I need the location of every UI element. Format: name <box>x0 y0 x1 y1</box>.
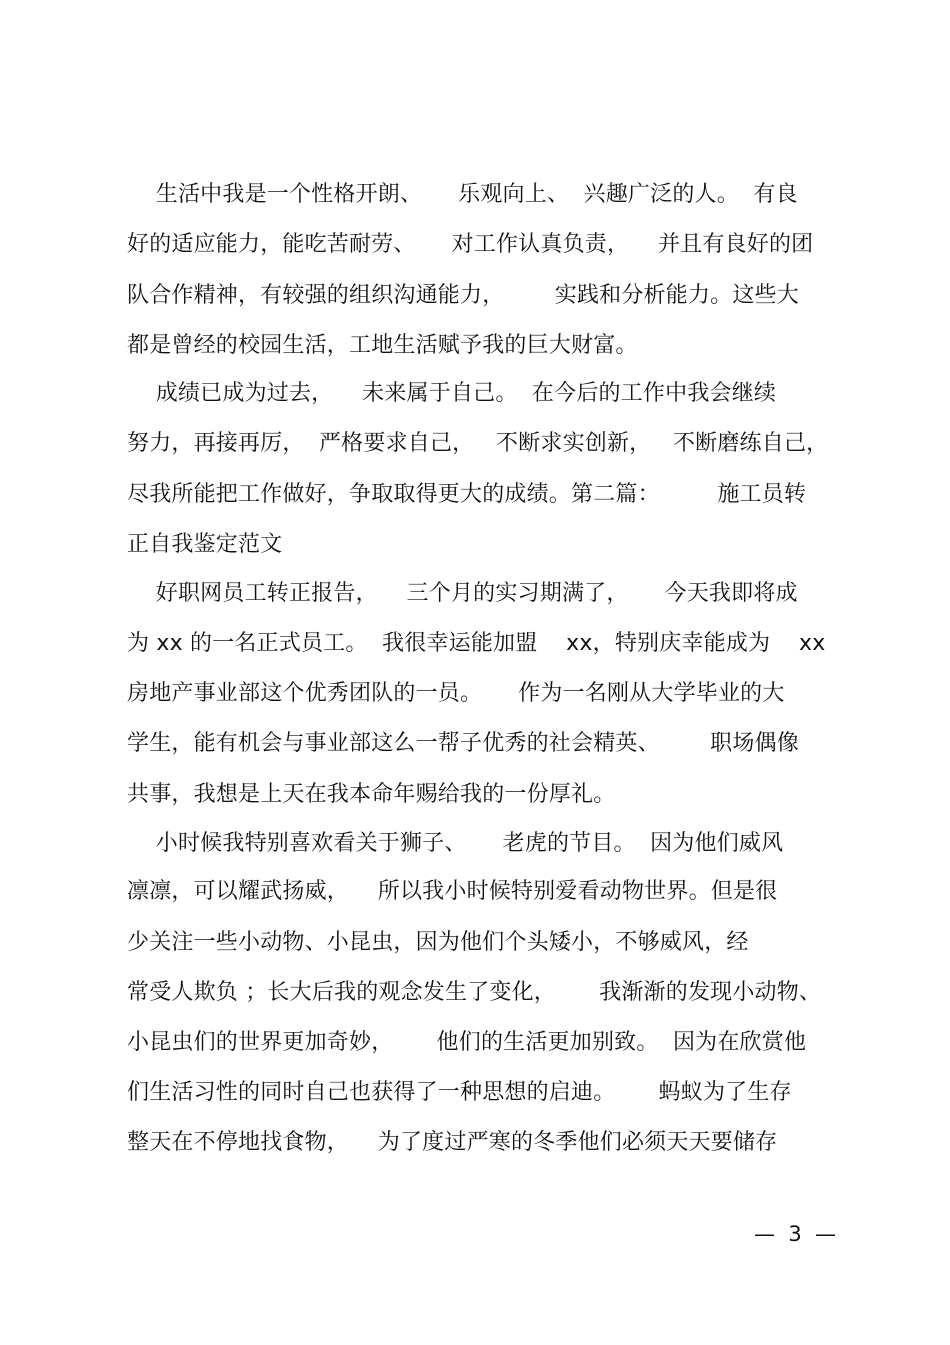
text-line: 为 xx 的一名正式员工。 我很幸运能加盟 xx，特别庆幸能成为 xx <box>127 631 826 656</box>
text-line: 们生活习性的同时自己也获得了一种思想的启迪。 蚂蚁为了生存 <box>127 1080 792 1105</box>
text-line: 整天在不停地找食物， 为了度过严寒的冬季他们必须天天要储存 <box>127 1130 778 1155</box>
text-line: 生活中我是一个性格开朗、 乐观向上、 兴趣广泛的人。 有良 <box>127 182 798 207</box>
text-line: 尽我所能把工作做好，争取取得更大的成绩。第二篇： 施工员转 <box>127 482 807 507</box>
text-line: 好的适应能力，能吃苦耐劳、 对工作认真负责， 并且有良好的团 <box>127 232 814 257</box>
text-line: 努力，再接再厉， 严格要求自己， 不断求实创新， 不断磨练自己， <box>127 431 829 456</box>
text-line: 成绩已成为过去， 未来属于自己。 在今后的工作中我会继续 <box>127 381 777 406</box>
text-line: 队合作精神，有较强的组织沟通能力， 实践和分析能力。这些大 <box>127 283 799 308</box>
text-line: 共事，我想是上天在我本命年赐给我的一份厚礼。 <box>127 782 616 807</box>
text-line: 好职网员工转正报告， 三个月的实习期满了， 今天我即将成 <box>127 581 798 606</box>
text-line: 房地产事业部这个优秀团队的一员。 作为一名刚从大学毕业的大 <box>127 681 785 706</box>
text-line: 常受人欺负 ；长大后我的观念发生了变化， 我渐渐的发现小动物、 <box>127 980 822 1005</box>
text-line: 正自我鉴定范文 <box>127 532 283 557</box>
text-line: 小昆虫们的世界更加奇妙， 他们的生活更加别致。 因为在欣赏他 <box>127 1030 807 1055</box>
text-line: 少关注一些小动物、小昆虫，因为他们个头矮小，不够威风，经 <box>127 930 749 955</box>
text-line: 都是曾经的校园生活，工地生活赋予我的巨大财富。 <box>127 333 638 358</box>
text-line: 学生，能有机会与事业部这么一帮子优秀的社会精英、 职场偶像 <box>127 731 799 756</box>
text-line: 小时候我特别喜欢看关于狮子、 老虎的节目。 因为他们威风 <box>127 831 784 856</box>
text-line: 凛凛，可以耀武扬威， 所以我小时候特别爱看动物世界。但是很 <box>127 879 778 904</box>
page-number: — 3 — <box>753 1222 837 1246</box>
